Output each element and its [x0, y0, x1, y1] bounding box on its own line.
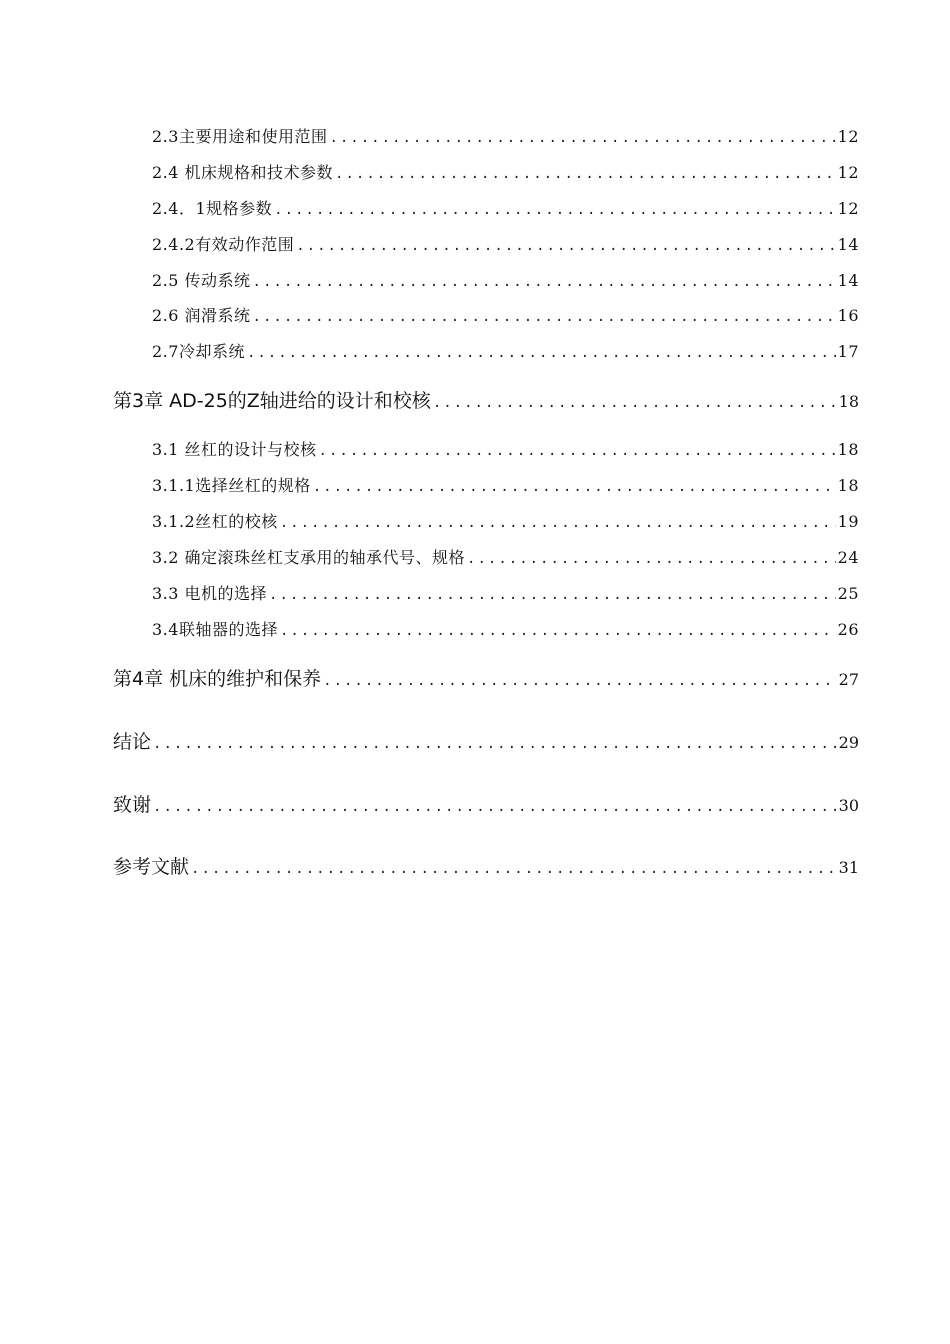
toc-dot-leader	[153, 799, 837, 815]
toc-entry-3-1-2[interactable]	[152, 509, 859, 532]
toc-page-number: 12	[837, 163, 859, 182]
toc-entry-2-3[interactable]	[152, 124, 859, 147]
toc-entry-title: 2.4 机床规格和技术参数	[152, 163, 334, 182]
toc-page-number: 16	[837, 306, 859, 325]
toc-dot-leader	[433, 395, 837, 411]
toc-dot-leader	[280, 623, 836, 639]
toc-entry-3-2[interactable]	[152, 545, 859, 568]
toc-dot-leader	[313, 479, 836, 495]
toc-page-number: 27	[838, 670, 859, 689]
toc-entry-title: 3.2 确定滚珠丝杠支承用的轴承代号、规格	[152, 548, 466, 567]
toc-entry-title: 2.4.2有效动作范围	[152, 235, 295, 254]
toc-page-number: 31	[838, 858, 859, 877]
toc-page-number: 18	[838, 392, 859, 411]
toc-entry-acknowledgements[interactable]	[113, 790, 859, 817]
toc-dot-leader	[329, 130, 835, 146]
toc-dot-leader	[247, 345, 836, 361]
toc-page-number: 30	[838, 796, 859, 815]
toc-dot-leader	[269, 587, 836, 603]
toc-entry-title: 3.1.2丝杠的校核	[152, 512, 278, 531]
toc-dot-leader	[274, 202, 836, 218]
toc-entry-title: 3.4联轴器的选择	[152, 620, 278, 639]
toc-entry-2-4-2[interactable]	[152, 232, 859, 255]
toc-page-number: 18	[837, 440, 859, 459]
toc-entry-title: 2.5 传动系统	[152, 271, 251, 290]
toc-dot-leader	[191, 861, 837, 877]
toc-entry-2-7[interactable]	[152, 339, 859, 362]
toc-entry-references[interactable]	[113, 852, 859, 879]
toc-entry-title: 结论	[113, 731, 152, 753]
toc-entry-chapter-4[interactable]	[113, 664, 859, 691]
toc-entry-title: 2.3主要用途和使用范围	[152, 127, 328, 146]
toc-entry-title: 第4章 机床的维护和保养	[113, 668, 322, 690]
toc-page-number: 25	[837, 584, 859, 603]
toc-entry-2-6[interactable]	[152, 303, 859, 326]
toc-dot-leader	[467, 551, 836, 567]
toc-dot-leader	[253, 274, 836, 290]
toc-page-number: 19	[837, 512, 859, 531]
toc-entry-chapter-3[interactable]	[113, 386, 859, 413]
toc-entry-2-4[interactable]	[152, 160, 859, 183]
toc-dot-leader	[280, 515, 836, 531]
toc-page-number: 18	[837, 476, 859, 495]
toc-page-number: 29	[838, 733, 859, 752]
toc-entry-title: 3.3 电机的选择	[152, 584, 268, 603]
toc-dot-leader	[335, 166, 836, 182]
toc-dot-leader	[296, 238, 835, 254]
toc-page-number: 12	[837, 199, 859, 218]
toc-entry-conclusion[interactable]	[113, 727, 859, 754]
toc-entry-title: 致谢	[113, 794, 152, 816]
toc-page-number: 24	[837, 548, 859, 567]
toc-entry-title: 参考文献	[113, 856, 190, 878]
toc-dot-leader	[319, 443, 836, 459]
toc-entry-title: 2.4．1规格参数	[152, 199, 273, 218]
toc-entry-title: 2.6 润滑系统	[152, 306, 251, 325]
toc-entry-3-1[interactable]	[152, 437, 859, 460]
toc-dot-leader	[153, 736, 837, 752]
toc-dot-leader	[253, 309, 836, 325]
toc-entry-title: 2.7冷却系统	[152, 342, 245, 361]
toc-page-number: 26	[837, 620, 859, 639]
toc-entry-2-5[interactable]	[152, 268, 859, 291]
toc-entry-3-1-1[interactable]	[152, 473, 859, 496]
toc-entry-title: 3.1 丝杠的设计与校核	[152, 440, 317, 459]
toc-entry-title: 第3章 AD-25的Z轴进给的设计和校核	[113, 390, 431, 412]
toc-entry-2-4-1[interactable]	[152, 196, 859, 219]
toc-page-number: 14	[837, 235, 859, 254]
toc-entry-3-4[interactable]	[152, 617, 859, 640]
toc-dot-leader	[323, 673, 837, 689]
toc-page-number: 17	[837, 342, 859, 361]
toc-entry-3-3[interactable]	[152, 581, 859, 604]
toc-page-number: 14	[837, 271, 859, 290]
toc-entry-title: 3.1.1选择丝杠的规格	[152, 476, 311, 495]
toc-page-number: 12	[837, 127, 859, 146]
